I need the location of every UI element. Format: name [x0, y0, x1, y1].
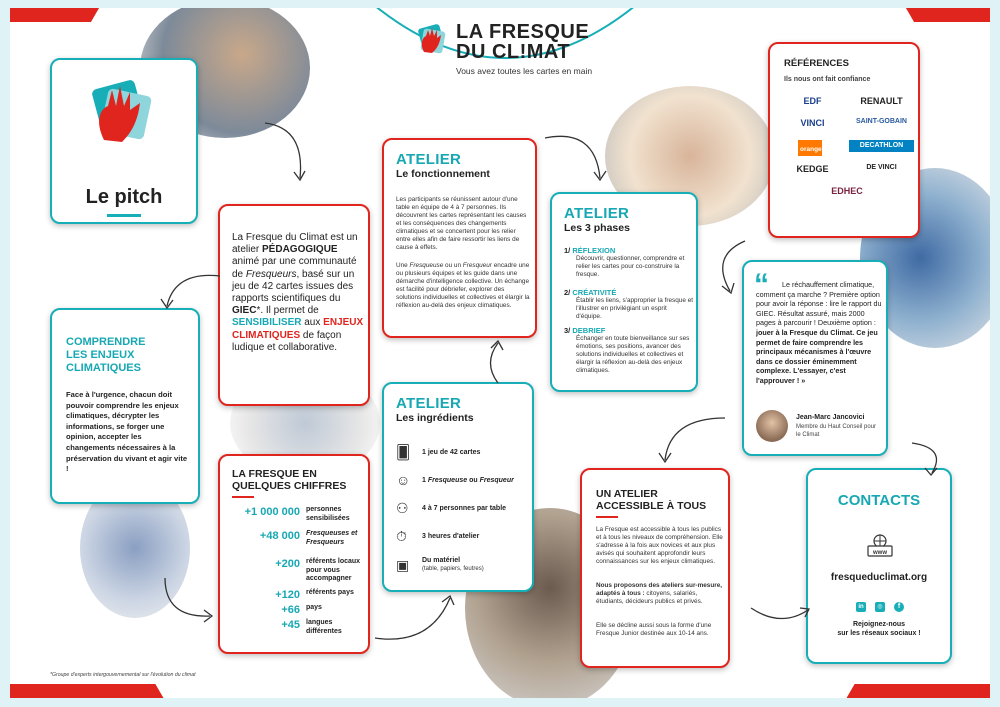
contacts-title: CONTACTS: [837, 492, 921, 509]
phases-card: [550, 192, 698, 392]
corner-stripe-top-left: [10, 8, 99, 22]
accessible-underline: [596, 516, 618, 518]
corner-stripe-bottom-left: [10, 684, 165, 698]
pitch-title: Le pitch: [85, 186, 163, 208]
stopwatch-icon: ⏱: [396, 527, 407, 544]
phase-1: 1/ RÉFLEXION Découvrir, questionner, comprendre et relier les cartes pour co-construire la fresque.: [564, 246, 685, 278]
references-subtitle: Ils nous ont fait confiance: [784, 76, 871, 83]
ingredients-card: [382, 382, 534, 592]
comprendre-text: Face à l'urgence, chacun doit pouvoir comprendre les enjeux climatiques, décrypter les informations, se forger une opinion, accepter les changements nécessaires à la préservation du vivant et agir vite !: [66, 390, 188, 474]
logo-vinci: VINCI: [800, 118, 825, 128]
accessible-title: UN ATELIER ACCESSIBLE À TOUS: [596, 488, 707, 512]
linkedin-icon[interactable]: in: [856, 602, 866, 612]
chiffres-underline: [232, 496, 254, 498]
corner-stripe-bottom-right: [845, 684, 990, 698]
fonctionnement-p1: Les participants se réunissent autour d'une table en équipe de 4 à 7 personnes. Ils découvrent les cartes représentant les causes et les conséquences des changements climatiques et se concertent pour les relier entre elles afin de faire ressortir les liens de cause à effets.: [396, 196, 527, 251]
box-icon: ▣: [396, 556, 410, 573]
chiffre-row: +48 000 Fresqueuses et Fresqueurs: [259, 530, 358, 546]
comprendre-title: COMPRENDRE LES ENJEUX CLIMATIQUES: [66, 336, 146, 374]
chiffre-row: +120 référents pays: [275, 589, 354, 601]
facilitator-icon: ☺: [396, 472, 411, 488]
chiffres-list: [224, 506, 366, 641]
arrow-to-contacts: [746, 588, 816, 628]
arrow-to-chiffres: [160, 568, 220, 628]
ingredient-item: 🂠 1 jeu de 42 cartes: [396, 443, 481, 460]
logo-kedge: KEDGE: [796, 164, 829, 174]
quote-text: Le réchauffement climatique, comment ça marche ? Première option pour avoir la réponse : lire le rapport du GIEC. Résultat assuré, mais 2000 pages à parcourir ! Deuxième option : jouer à la Fresque du Climat. Ce jeu permet de faire comprendre les principaux mécanismes à l'œuvre dans ce dossier éminemment complexe. L'essayer, c'est l'approuver ! »: [756, 280, 882, 385]
logo-saint-gobain: SAINT-GOBAIN: [856, 118, 907, 125]
logo: [412, 18, 602, 80]
logo-title-line1: LA FRESQUE: [456, 21, 590, 43]
logo-edf: EDF: [803, 96, 822, 106]
accessible-p1: La Fresque est accessible à tous les publics et à tous les niveaux de compréhension. Elle s'adresse à la fois aux novices et aux plus avisés qui souhaitent approfondir leurs connaissances sur les enjeux climatiques.: [596, 526, 723, 565]
social-icons: [856, 602, 904, 612]
pitch-text: La Fresque du Climat est un atelier PÉDAGOGIQUE animé par une communauté de Fresqueurs, basé sur un jeu de 42 cartes issues des rapports scientifiques du GIEC*. Il permet de SENSIBILISER aux ENJEUX CLIMATIQUES de façon ludique et collaborative.: [232, 232, 364, 353]
chiffre-row: +200 référents locaux pour vous accompagner: [275, 558, 361, 582]
fonctionnement-card: [382, 138, 537, 338]
arrow-to-accessible: [650, 408, 730, 468]
group-icon: ⚇: [396, 499, 409, 516]
comprendre-card: [50, 308, 200, 504]
facebook-icon[interactable]: f: [894, 602, 904, 612]
chiffres-title: LA FRESQUE EN QUELQUES CHIFFRES: [232, 468, 347, 492]
quote-card: [742, 260, 888, 456]
fonctionnement-subtitle: Le fonctionnement: [396, 168, 490, 180]
pitch-underline: [107, 214, 141, 217]
poster-sheet: [10, 8, 990, 698]
logo-devinci: DE VINCI: [866, 164, 897, 171]
social-cta: Rejoignez-nous sur les réseaux sociaux !: [837, 621, 921, 637]
arrow-to-quote: [700, 236, 750, 296]
references-logos: [780, 96, 914, 200]
chiffre-row: +45 langues différentes: [281, 619, 342, 635]
pitch-card: [50, 58, 198, 224]
svg-text:www: www: [872, 550, 888, 556]
arrow-pitch-to-text: [260, 118, 320, 188]
logo-decathlon: DECATHLON: [849, 140, 914, 152]
ingredients-subtitle: Les ingrédients: [396, 412, 474, 424]
chiffre-row: +66 pays: [281, 604, 322, 616]
instagram-icon[interactable]: ◎: [875, 602, 885, 612]
fonctionnement-heading: ATELIER: [396, 151, 462, 168]
arrow-to-fonctionnement: [478, 338, 518, 388]
arrow-to-phases: [540, 128, 610, 188]
arrow-to-comprendre: [155, 266, 225, 316]
chiffre-row: +1 000 000 personnes sensibilisées: [244, 506, 350, 522]
phase-3: 3/ DEBRIEF Échanger en toute bienveillance sur ses émotions, ses positions, avancer des solutions individuelles et collectives et élargir la réflexion au-delà des enjeux climatiques.: [564, 326, 690, 374]
ingredient-item: ☺ 1 Fresqueuse ou Fresqueur: [396, 472, 514, 488]
references-title: RÉFÉRENCES: [784, 58, 849, 69]
logo-tagline: Vous avez toutes les cartes en main: [456, 66, 593, 76]
quote-mark-icon: “: [754, 268, 769, 301]
logo-renault: RENAULT: [860, 96, 903, 106]
contacts-card: [806, 468, 952, 664]
cards-icon: 🂠: [396, 443, 411, 460]
arrow-to-ingredients: [370, 588, 460, 648]
phase-2: 2/ CRÉATIVITÉ Établir les liens, s'approprier la fresque et l'illustrer en privilégiant un esprit d'équipe.: [564, 288, 694, 320]
ingredient-item: ⏱ 3 heures d'atelier: [396, 527, 480, 544]
ingredient-item: ▣ Du matériel (table, papiers, feutres): [396, 556, 484, 573]
chiffres-card: [218, 454, 370, 654]
logo-edhec: EDHEC: [831, 186, 863, 196]
logo-title-line2: DU CL!MAT: [456, 41, 571, 63]
quote-author-role: Membre du Haut Conseil pour le Climat: [796, 424, 877, 438]
pitch-hand-icon: [88, 78, 158, 148]
pitch-text-card: [218, 204, 370, 406]
logo-orange: orange: [798, 140, 822, 156]
footnote: *Groupe d'experts intergouvernemental sur l'évolution du climat: [50, 672, 196, 678]
arrow-to-contacts-top: [902, 438, 952, 478]
corner-stripe-top-right: [906, 8, 990, 22]
phases-heading: ATELIER: [564, 205, 630, 222]
fonctionnement-p2: Une Fresqueuse ou un Fresqueur encadre une ou plusieurs équipes et les guide dans une démarche d'intelligence collective. Un échange est facilité pour débriefer, explorer des solutions individuelles et collectives et élargir la réflexion au-delà des enjeux climatiques.: [396, 262, 530, 309]
phases-subtitle: Les 3 phases: [564, 222, 630, 234]
references-card: [768, 42, 920, 238]
website-link[interactable]: fresqueduclimat.org: [830, 572, 928, 583]
quote-author-avatar: [756, 410, 788, 442]
accessible-p3: Elle se décline aussi sous la forme d'une Fresque Junior destinée aux 10-14 ans.: [596, 622, 712, 637]
ingredients-heading: ATELIER: [396, 395, 462, 412]
accessible-p2: Nous proposons des ateliers sur-mesure, adaptés à tous : citoyens, salariés, étudiants, décideurs publics et privés.: [596, 582, 723, 605]
quote-author-name: Jean-Marc Jancovici: [796, 414, 865, 421]
logo-hand-icon: [416, 24, 448, 56]
ingredients-list: [396, 438, 532, 580]
accessible-card: [580, 468, 730, 668]
ingredient-item: ⚇ 4 à 7 personnes par table: [396, 499, 507, 516]
www-icon: [866, 534, 894, 558]
